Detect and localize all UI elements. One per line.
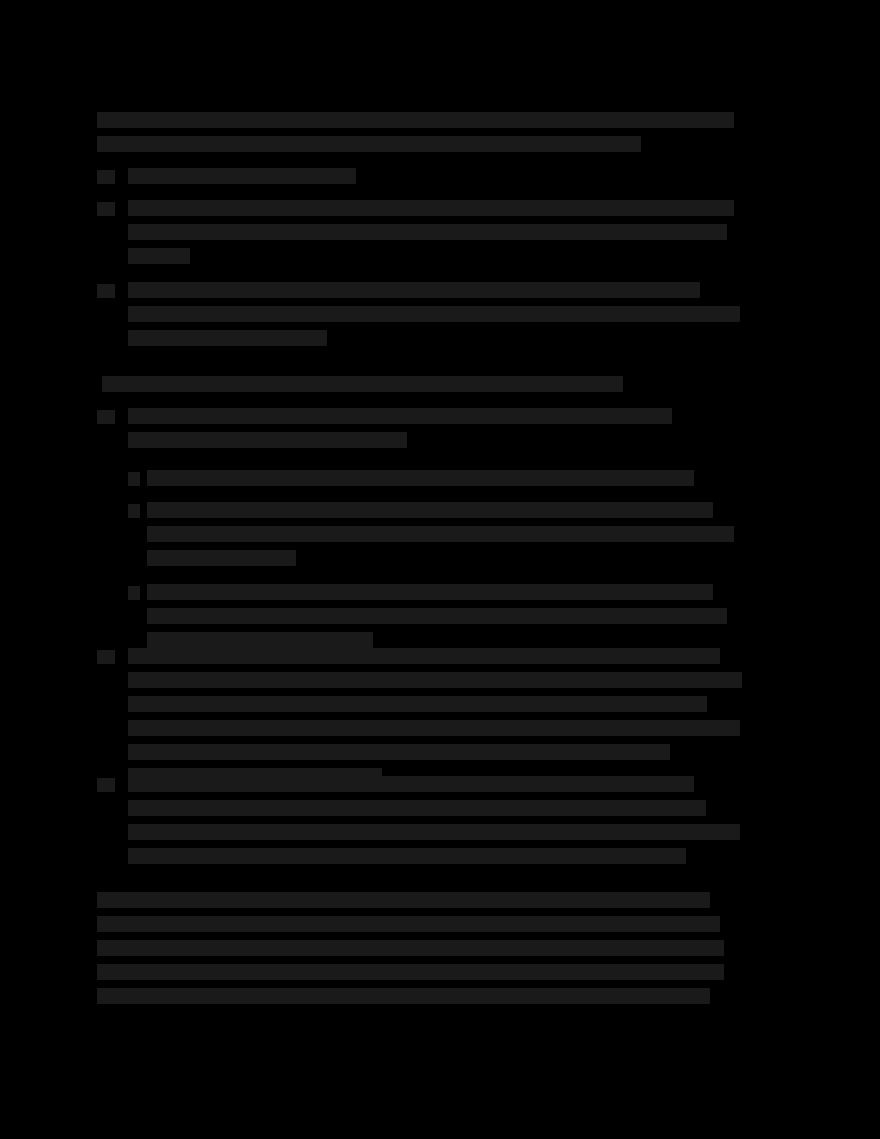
text-line — [97, 964, 724, 980]
text-line — [128, 744, 670, 760]
text-line — [128, 200, 734, 216]
text-line — [147, 502, 713, 518]
text-line — [128, 330, 327, 346]
text-line — [128, 776, 694, 792]
text-line — [147, 608, 727, 624]
text-line — [97, 988, 710, 1004]
text-line — [128, 432, 407, 448]
text-line — [128, 282, 700, 298]
text-line — [128, 672, 742, 688]
list-number — [97, 170, 115, 184]
text-line — [147, 526, 734, 542]
bullet-marker — [128, 472, 140, 486]
list-number — [97, 778, 115, 792]
text-line — [97, 112, 734, 128]
text-line — [128, 224, 727, 240]
list-number — [97, 650, 115, 664]
bullet-marker — [128, 504, 140, 518]
text-line — [147, 470, 694, 486]
text-line — [147, 584, 713, 600]
text-line — [97, 136, 641, 152]
bullet-marker — [128, 586, 140, 600]
text-line — [128, 168, 356, 184]
text-line — [97, 916, 720, 932]
text-line — [97, 940, 724, 956]
text-line — [128, 800, 706, 816]
list-number — [97, 410, 115, 424]
text-line — [128, 720, 740, 736]
text-line — [102, 376, 623, 392]
list-number — [97, 202, 115, 216]
text-line — [128, 848, 686, 864]
text-line — [128, 648, 720, 664]
list-number — [97, 284, 115, 298]
text-line — [128, 696, 707, 712]
text-line — [147, 632, 373, 648]
text-line — [97, 892, 710, 908]
text-line — [128, 248, 190, 264]
text-line — [128, 408, 672, 424]
text-line — [128, 306, 740, 322]
text-line — [128, 824, 740, 840]
text-line — [147, 550, 296, 566]
